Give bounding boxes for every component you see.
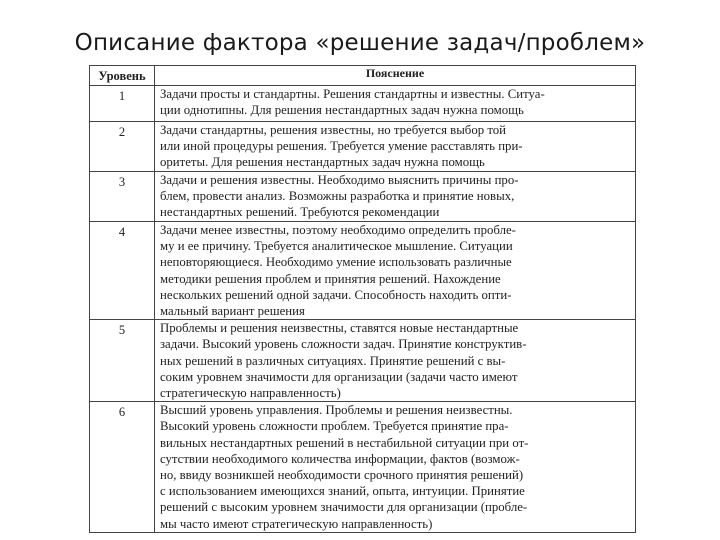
- level-cell: 2: [90, 122, 155, 172]
- explanation-line: Задачи стандартны, решения известны, но требуется выбор той: [160, 123, 506, 137]
- table-header-row: [90, 66, 636, 86]
- explanation-line: с использованием имеющихся знаний, опыта, интуиции. Принятие: [160, 484, 525, 499]
- explanation-line: ции однотипны. Для решения нестандартных задач нужна помощь: [160, 103, 524, 118]
- level-cell: 1: [90, 86, 155, 122]
- explanation-line: Высший уровень управления. Проблемы и решения неизвестны.: [160, 403, 513, 418]
- explanation-line: но, ввиду возникшей необходимости срочного принятия решений): [160, 468, 524, 483]
- explanation-line: решений с высоким уровнем значимости для организации (пробле-: [160, 500, 528, 515]
- explanation-line: Задачи и решения известны. Необходимо выяснить причины про-: [160, 173, 519, 187]
- level-cell: 3: [90, 172, 155, 222]
- explanation-line: стратегическую направленность): [160, 386, 341, 401]
- explanation-cell: [155, 122, 636, 172]
- explanation-line: му и ее причину. Требуется аналитическое мышление. Ситуации: [160, 239, 513, 254]
- factor-levels-table: [89, 65, 636, 533]
- explanation-line: нескольких решений одной задачи. Способность находить опти-: [160, 287, 512, 302]
- header-explanation: Пояснение: [155, 66, 636, 86]
- explanation-line: Проблемы и решения неизвестны, ставятся новые нестандартные: [160, 321, 519, 336]
- header-level: Уровень: [90, 66, 155, 86]
- slide-title: Описание фактора «решение задач/проблем»: [74, 30, 646, 56]
- table-row: [90, 402, 636, 533]
- explanation-line: Задачи просты и стандартны. Решения стандартны и известны. Ситуа-: [160, 87, 545, 101]
- explanation-line: блем, провести анализ. Возможны разработка и принятие новых,: [160, 189, 515, 204]
- explanation-line: методики решения проблем и принятия решений. Нахождение: [160, 271, 501, 286]
- explanation-cell: [155, 320, 636, 402]
- explanation-line: Высокий уровень сложности проблем. Требуется принятие пра-: [160, 419, 509, 434]
- explanation-cell: [155, 172, 636, 222]
- explanation-cell: [155, 402, 636, 533]
- explanation-line: или иной процедуры решения. Требуется умение расставлять при-: [160, 139, 523, 154]
- table-row: [90, 86, 636, 122]
- explanation-line: ных решений в различных ситуациях. Принятие решений с вы-: [160, 353, 506, 368]
- table-row: [90, 320, 636, 402]
- level-cell: 6: [90, 402, 155, 533]
- explanation-line: сутствии необходимого количества информации, фактов (возмож-: [160, 451, 520, 466]
- explanation-cell: [155, 222, 636, 320]
- level-cell: 5: [90, 320, 155, 402]
- explanation-line: Задачи менее известны, поэтому необходимо определить пробле-: [160, 223, 516, 237]
- explanation-line: нестандартных решений. Требуются рекомендации: [160, 205, 440, 220]
- explanation-line: вильных нестандартных решений в нестабильной ситуации при от-: [160, 435, 529, 450]
- explanation-line: неповторяющиеся. Необходимо умение использовать различные: [160, 255, 512, 270]
- explanation-cell: [155, 86, 636, 122]
- explanation-line: мы часто имеют стратегическую направленность): [160, 516, 433, 531]
- table-row: [90, 222, 636, 320]
- explanation-line: задачи. Высокий уровень сложности задач. Принятие конструктив-: [160, 337, 527, 352]
- explanation-line: мальный вариант решения: [160, 304, 305, 319]
- explanation-line: соким уровнем значимости для организации (задачи часто имеют: [160, 369, 518, 384]
- table-row: [90, 122, 636, 172]
- level-cell: 4: [90, 222, 155, 320]
- explanation-line: оритеты. Для решения нестандартных задач нужна помощь: [160, 155, 485, 170]
- table-row: [90, 172, 636, 222]
